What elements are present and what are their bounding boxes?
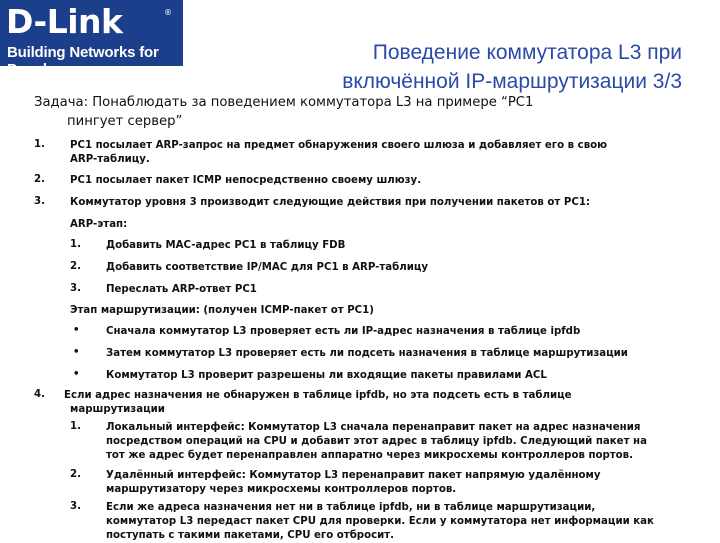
- sub-item-2-line-2: маршрутизатору через микросхемы контроллеров портов.: [106, 484, 457, 495]
- arp-step-text: Добавить соответствие IP/MAC для PC1 в ARP-таблицу: [106, 262, 429, 273]
- item-4-line-2: маршрутизации: [70, 404, 165, 415]
- routing-bullet-text: Затем коммутатор L3 проверяет есть ли подсеть назначения в таблице маршрутизации: [106, 348, 628, 359]
- sub-item-3-line-2: коммутатор L3 передаст пакет CPU для проверки. Если у коммутатора нет информации как: [106, 516, 654, 527]
- item-number: 4.: [34, 389, 45, 400]
- sub-item-1-line-3: тот же адрес будет перенаправлен аппаратно через микросхемы контроллеров портов.: [106, 450, 633, 461]
- bullet-icon: •: [73, 347, 80, 358]
- routing-stage-heading: Этап маршрутизации: (получен ICMP-пакет от PC1): [70, 305, 374, 316]
- sub-item-number: 1.: [70, 421, 81, 432]
- arp-step-text: Добавить MAC-адрес PC1 в таблицу FDB: [106, 240, 346, 251]
- logo-registered-mark: ®: [164, 8, 172, 17]
- sub-item-number: 3.: [70, 501, 81, 512]
- task-line-1: Задача: Понаблюдать за поведением коммутатора L3 на примере “PC1: [34, 95, 534, 110]
- sub-item-1-line-2: посредством операций на CPU и добавит этот адрес в таблицу ipfdb. Следующий пакет на: [106, 436, 647, 447]
- item-number: 3.: [34, 196, 45, 207]
- sub-item-3-line-3: поступать с такими пакетами, CPU его отбросит.: [106, 530, 395, 541]
- item-4-line-1: Если адрес назначения не обнаружен в таблице ipfdb, но эта подсеть есть в таблице: [64, 390, 572, 401]
- sub-item-3-line-1: Если же адреса назначения нет ни в таблице ipfdb, ни в таблице маршрутизации,: [106, 502, 596, 513]
- item-number: 1.: [34, 139, 45, 150]
- routing-bullet-text: Сначала коммутатор L3 проверяет есть ли IP-адрес назначения в таблице ipfdb: [106, 326, 581, 337]
- sub-item-1-line-1: Локальный интерфейс: Коммутатор L3 сначала перенаправит пакет на адрес назначения: [106, 422, 641, 433]
- item-3-line-1: Коммутатор уровня 3 производит следующие действия при получении пакетов от PC1:: [70, 197, 590, 208]
- dlink-logo: [0, 0, 183, 78]
- logo-brand: D-Link: [6, 2, 123, 41]
- arp-stage-heading: ARP-этап:: [70, 219, 128, 230]
- arp-step-number: 2.: [70, 261, 81, 272]
- sub-item-number: 2.: [70, 469, 81, 480]
- task-statement: [34, 93, 634, 131]
- logo-tagline: Building Networks for People: [7, 44, 159, 78]
- slide-title: [250, 38, 682, 96]
- bullet-icon: •: [73, 325, 80, 336]
- arp-step-text: Переслать ARP-ответ PC1: [106, 284, 257, 295]
- bullet-icon: •: [73, 369, 80, 380]
- item-1-line-2: ARP-таблицу.: [70, 154, 150, 165]
- arp-step-number: 1.: [70, 239, 81, 250]
- sub-item-2-line-1: Удалённый интерфейс: Коммутатор L3 перенаправит пакет напрямую удалённому: [106, 470, 601, 481]
- item-2-line-1: PC1 посылает пакет ICMP непосредственно своему шлюзу.: [70, 175, 422, 186]
- item-1-line-1: PC1 посылает ARP-запрос на предмет обнаружения своего шлюза и добавляет его в свою: [70, 140, 608, 151]
- slide-title-line-1: Поведение коммутатора L3 при: [372, 41, 682, 64]
- task-line-2: пингует сервер”: [67, 114, 183, 129]
- arp-step-number: 3.: [70, 283, 81, 294]
- item-number: 2.: [34, 174, 45, 185]
- slide-title-line-2: включённой IP-маршрутизации 3/3: [342, 70, 682, 93]
- routing-bullet-text: Коммутатор L3 проверит разрешены ли входящие пакеты правилами ACL: [106, 370, 547, 381]
